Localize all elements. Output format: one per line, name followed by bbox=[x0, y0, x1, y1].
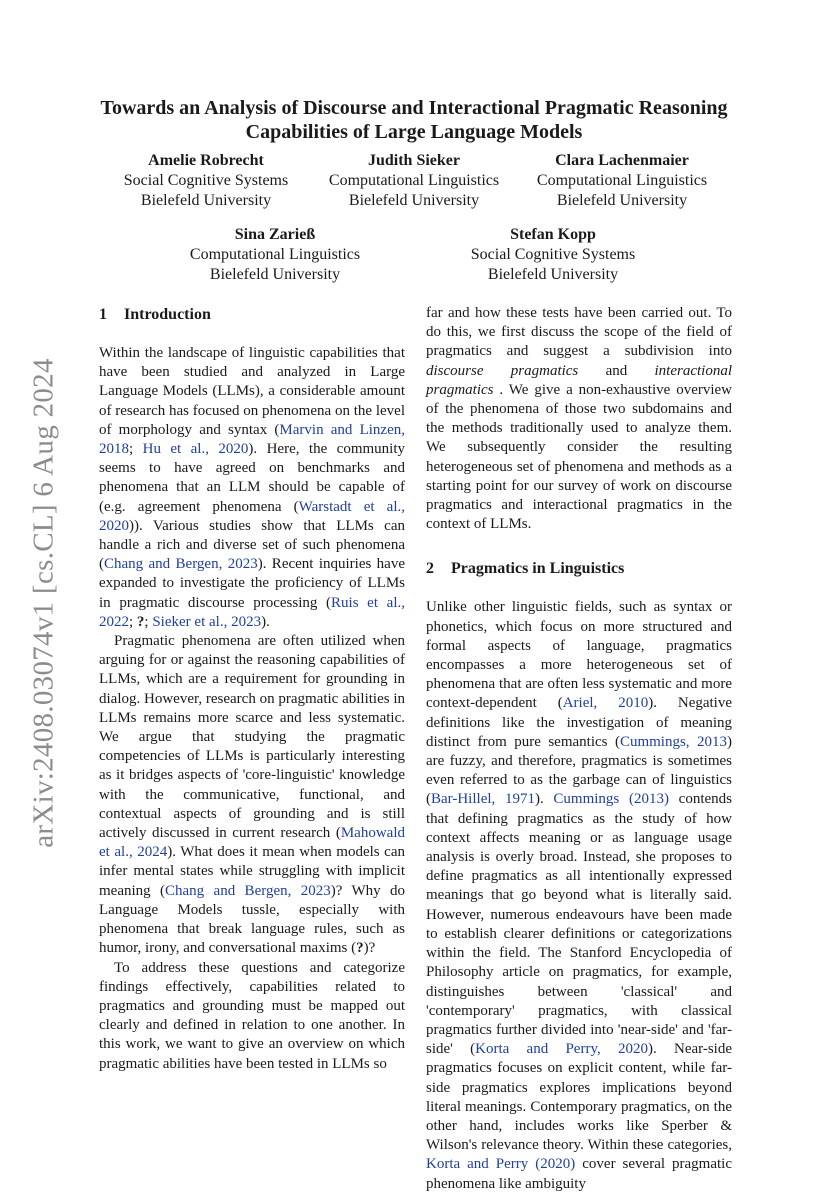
intro-paragraph-2: Pragmatic phenomena are often utilized when arguing for or against the reasoning capabilities of LLMs, which are a requirement for grounding in dialog. However, research on pragmatic abilities in LLMs remains more scarce and less systematic. We argue that studying the pragmatic competencies of LLMs is particularly interesting as it bridges aspects of 'core-linguistic' knowledge with the communicative, functional, and contextual aspects of grounding and is still actively discussed in current research (Mahowald et al., 2024). What does it mean when models can infer mental states while struggling with implicit meaning (Chang and Bergen, 2023)? Why do Language Models tussle, especially with phenomena that break language rules, such as humor, irony, and conversational maxims (?)? bbox=[99, 633, 405, 957]
citation-link[interactable]: Mahowald et al., 2024 bbox=[99, 825, 405, 861]
title-line-2: Capabilities of Large Language Models bbox=[245, 121, 583, 143]
citation-link[interactable]: Ruis et al., 2022 bbox=[99, 594, 405, 630]
author-1 bbox=[107, 151, 305, 211]
missing-citation: ? bbox=[356, 940, 364, 957]
citation-link[interactable]: Marvin and Linzen, 2018 bbox=[99, 421, 405, 458]
author-org: Bielefeld University bbox=[348, 192, 480, 209]
section-heading-introduction: 1 Introduction bbox=[99, 306, 211, 323]
citation-link[interactable]: Korta and Perry, 2020 bbox=[475, 1041, 648, 1058]
citation-link[interactable]: Korta and Perry (2020) bbox=[426, 1156, 576, 1173]
intro-paragraph-1: Within the landscape of linguistic capabilities that have been studied and analyzed in Large Language Models (LLMs), a considerable amount of research has focused on phenomena on the level of morphology and syntax (Marvin and Linzen, 2018; Hu et al., 2020). Here, the community seems to have agreed on benchmarks and phenomena that an LLM should be capable of (e.g. agreement phenomena (Warstadt et al., 2020)). Various studies show that LLMs can handle a rich and diverse set of such phenomena (Chang and Bergen, 2023). Recent inquiries have expanded to investigate the proficiency of LLMs in pragmatic discourse processing (Ruis et al., 2022; ?; Sieker et al., 2023). bbox=[99, 345, 406, 630]
author-dept: Computational Linguistics bbox=[189, 246, 361, 263]
citation-link[interactable]: (2013) bbox=[628, 791, 669, 808]
citation-link[interactable]: Chang and Bergen, 2023 bbox=[104, 556, 258, 573]
right-column bbox=[426, 304, 732, 1194]
author-org: Bielefeld University bbox=[556, 192, 688, 209]
citation-link[interactable]: Warstadt et al., 2020 bbox=[99, 498, 406, 534]
intro-paragraph-3: To address these questions and categorize findings effectively, capabilities related to pragmatics and grounding must be mapped out clearly and defined in relation to one another. In this work, we want to give an overview on which pragmatic abilities have been tested in LLMs so bbox=[99, 959, 405, 1072]
author-4 bbox=[175, 225, 375, 285]
pragmatics-paragraph-1: Unlike other linguistic fields, such as syntax or phonetics, which focus on more structured and formal aspects of language, pragmatics encompasses a more heterogeneous set of phenomena that are often less systematic and more context-dependent (Ariel, 2010). Negative definitions like the investigation of meaning distinct from pure semantics (Cummings, 2013) are fuzzy, and therefore, pragmatics is sometimes even referred to as the garbage can of linguistics (Bar-Hillel, 1971). Cummings (2013) contends that defining pragmatics as the study of how context affects meaning or as language usage analysis is overly broad. Instead, she proposes to define pragmatics as all intentionally expressed meanings that go beyond what is literally said. However, numerous endeavours have been made to establish clearer definitions or categorizations within the field. The Stanford Encyclopedia of Philosophy article on pragmatics, for example, distinguishes between 'classical' and 'contemporary' pragmatics, with classical pragmatics further divided into 'near-side' and 'far-side' (Korta and Perry, 2020). Near-side pragmatics focuses on explicit content, while far-side pragmatics explores implications beyond literal meanings. Contemporary pragmatics, on the other hand, includes works like Sperber & Wilson's relevance theory. Within these categories, Korta and Perry (2020) cover several pragmatic phenomena like ambiguity bbox=[426, 599, 733, 1192]
intro-paragraph-3-continued: far and how these tests have been carried out. To do this, we first discuss the scope of the field of pragmatics and suggest a subdivision into discourse pragmatics and interactional pragmatics . We give a non-exhaustive overview of the phenomena of those two subdomains and the methods traditionally used to analyze them. We subsequently consider the resulting heterogeneous set of phenomena and methods as a starting point for our survey of work on discourse pragmatics and interactional pragmatics in the context of LLMs. bbox=[426, 305, 733, 533]
author-2 bbox=[314, 151, 514, 211]
author-dept: Computational Linguistics bbox=[328, 172, 500, 189]
arxiv-stamp: arXiv:2408.03074v1 [cs.CL] 6 Aug 2024 bbox=[27, 358, 60, 848]
author-name: Amelie Robrecht bbox=[148, 152, 264, 169]
author-dept: Computational Linguistics bbox=[536, 172, 708, 189]
author-dept: Social Cognitive Systems bbox=[123, 172, 289, 189]
title-line-1: Towards an Analysis of Discourse and Interactional Pragmatic Reasoning bbox=[100, 97, 728, 119]
citation-link[interactable]: Cummings bbox=[553, 791, 620, 808]
citation-link[interactable]: Chang and Bergen, 2023 bbox=[165, 882, 331, 899]
author-org: Bielefeld University bbox=[487, 266, 619, 283]
citation-link[interactable]: Cummings, 2013 bbox=[619, 733, 727, 750]
left-column bbox=[99, 304, 405, 1074]
citation-link[interactable]: Bar-Hillel, 1971 bbox=[431, 791, 535, 808]
section-heading-pragmatics-in-linguistics: 2 Pragmatics in Linguistics bbox=[426, 560, 625, 578]
citation-link[interactable]: Hu et al., 2020 bbox=[142, 441, 249, 458]
author-org: Bielefeld University bbox=[140, 192, 272, 209]
citation-link[interactable]: Ariel, 2010 bbox=[562, 695, 649, 712]
author-5 bbox=[453, 225, 653, 285]
author-name: Sina Zarieß bbox=[234, 226, 316, 243]
author-3 bbox=[522, 151, 722, 211]
author-name: Stefan Kopp bbox=[510, 226, 596, 243]
author-name: Judith Sieker bbox=[367, 152, 460, 169]
author-org: Bielefeld University bbox=[209, 266, 341, 283]
author-name: Clara Lachenmaier bbox=[555, 152, 689, 169]
author-dept: Social Cognitive Systems bbox=[470, 246, 636, 263]
paper-title bbox=[90, 96, 738, 144]
missing-citation: ? bbox=[136, 613, 145, 630]
citation-link[interactable]: Sieker et al., 2023 bbox=[152, 613, 262, 630]
